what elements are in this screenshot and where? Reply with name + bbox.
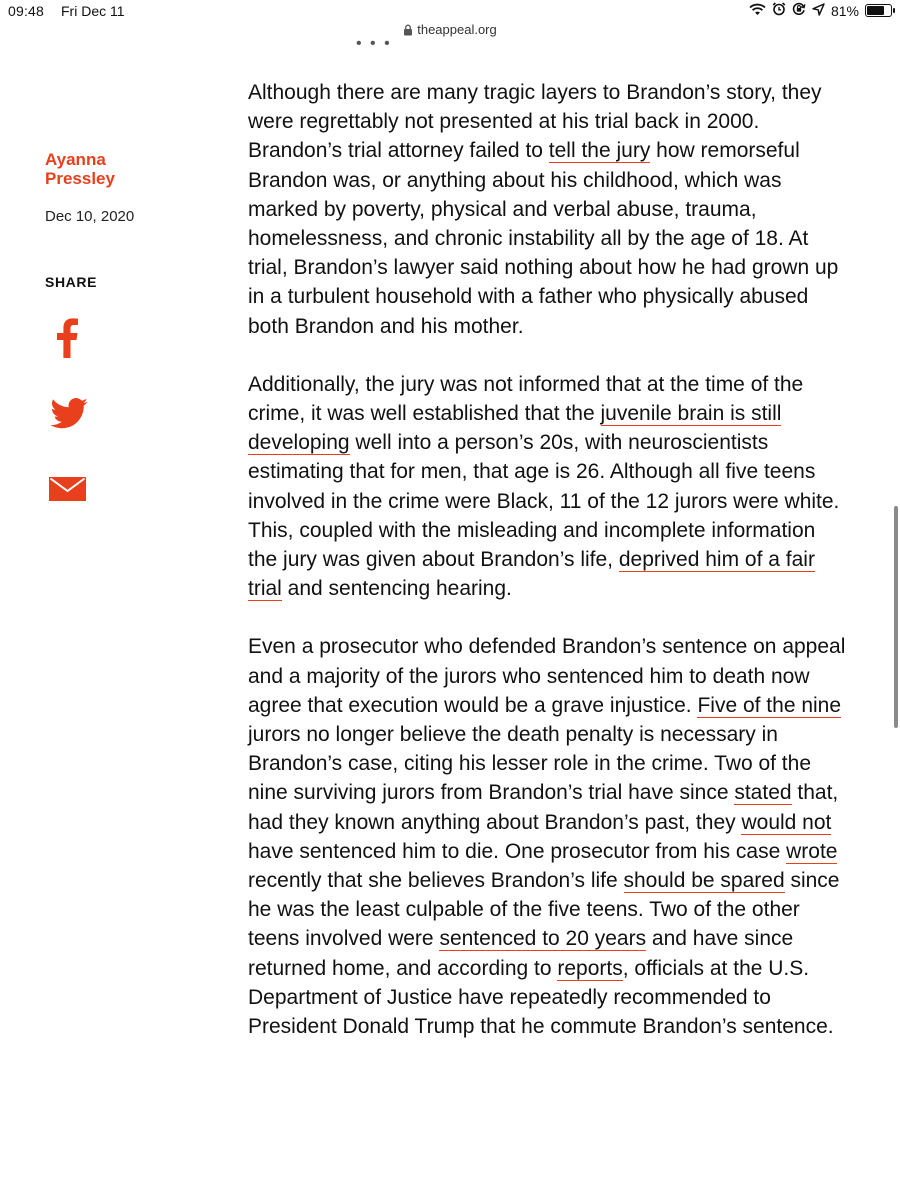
paragraph-text: have sentenced him to die. One prosecutor from his case <box>248 839 787 863</box>
link-tell-the-jury[interactable]: tell the jury <box>548 139 651 163</box>
url-bar[interactable] <box>0 22 900 44</box>
paragraph-text: and sentencing hearing. <box>281 577 512 601</box>
link-juvenile-brain[interactable]: juvenile brain is still developing <box>248 402 782 455</box>
article-paragraph <box>248 370 848 604</box>
link-sentenced-20-years[interactable]: sentenced to 20 years <box>439 927 647 951</box>
share-label: SHARE <box>45 274 98 290</box>
status-time: 09:48 <box>8 3 45 19</box>
location-icon <box>812 3 825 19</box>
email-icon[interactable] <box>49 477 86 506</box>
paragraph-text: since he was the least culpable of the five teens. Two of the other teens involved were <box>248 869 840 951</box>
link-should-be-spared[interactable]: should be spared <box>623 869 785 893</box>
paragraph-text: , officials at the U.S. Department of Justice have repeatedly recommended to President Donald Trump that he commute Brandon’s sentence. <box>248 956 834 1039</box>
lock-icon <box>403 24 413 39</box>
clipped-text-sliver: • • • <box>356 35 392 52</box>
paragraph-text: Additionally, the jury was not informed that at the time of the crime, it was well established that the <box>248 372 804 426</box>
battery-percentage: 81% <box>830 2 859 19</box>
link-wrote[interactable]: wrote <box>786 839 838 863</box>
link-reports[interactable]: reports <box>557 956 623 980</box>
url-text[interactable]: theappeal.org <box>417 22 497 37</box>
scrollbar-thumb[interactable] <box>894 506 898 728</box>
paragraph-text: Even a prosecutor who defended Brandon’s sentence on appeal and a majority of the jurors who sentenced him to death now agree that execution would be a grave injustice. <box>248 635 846 717</box>
article-paragraph <box>248 632 848 1041</box>
link-fair-trial[interactable]: deprived him of a fair trial <box>248 548 815 601</box>
status-bar <box>0 0 900 22</box>
alarm-icon <box>772 2 786 19</box>
paragraph-text: that, had they known anything about Brandon’s past, they <box>248 781 839 834</box>
rotation-lock-icon <box>792 2 806 19</box>
paragraph-text: Although there are many tragic layers to Brandon’s story, they were regrettably not presented at his trial back in 2000. Brandon’s trial attorney failed to <box>248 81 822 163</box>
link-stated[interactable]: stated <box>734 781 792 805</box>
paragraph-text: how remorseful Brandon was, or anything about his childhood, which was marked by poverty, physical and verbal abuse, trauma, homelessness, and chronic instability all by the age of 18. At trial, Brandon’s lawyer said nothing about how he had grown up in a turbulent household with a father who physically abused both Brandon and his mother. <box>248 139 839 338</box>
paragraph-text: jurors no longer believe the death penalty is necessary in Brandon’s case, citing his lesser role in the crime. Two of the nine surviving jurors from Brandon’s trial have since <box>248 723 812 805</box>
byline <box>45 150 195 225</box>
facebook-icon[interactable] <box>55 318 79 363</box>
wifi-icon <box>749 3 766 19</box>
link-five-of-nine[interactable]: Five of the nine <box>697 693 842 717</box>
article-body <box>248 78 848 1070</box>
publish-date: Dec 10, 2020 <box>45 208 135 225</box>
paragraph-text: recently that she believes Brandon’s life <box>248 869 624 893</box>
link-would-not[interactable]: would not <box>741 810 832 834</box>
battery-icon <box>865 4 892 17</box>
twitter-icon[interactable] <box>50 398 88 434</box>
paragraph-text: well into a person’s 20s, with neuroscientists estimating that for men, that age is 26. Although all five teens involved in the crime were Black, 11 of the 12 jurors were white. This, coupled with the misleading and incomplete information the jury was given about Brandon’s life, <box>248 431 840 572</box>
author-name[interactable]: Ayanna Pressley <box>45 150 115 188</box>
status-indicators <box>749 2 892 19</box>
article-paragraph <box>248 78 848 341</box>
battery-fill <box>867 6 884 15</box>
status-date: Fri Dec 11 <box>61 3 125 19</box>
paragraph-text: and have since returned home, and according to <box>248 927 794 980</box>
